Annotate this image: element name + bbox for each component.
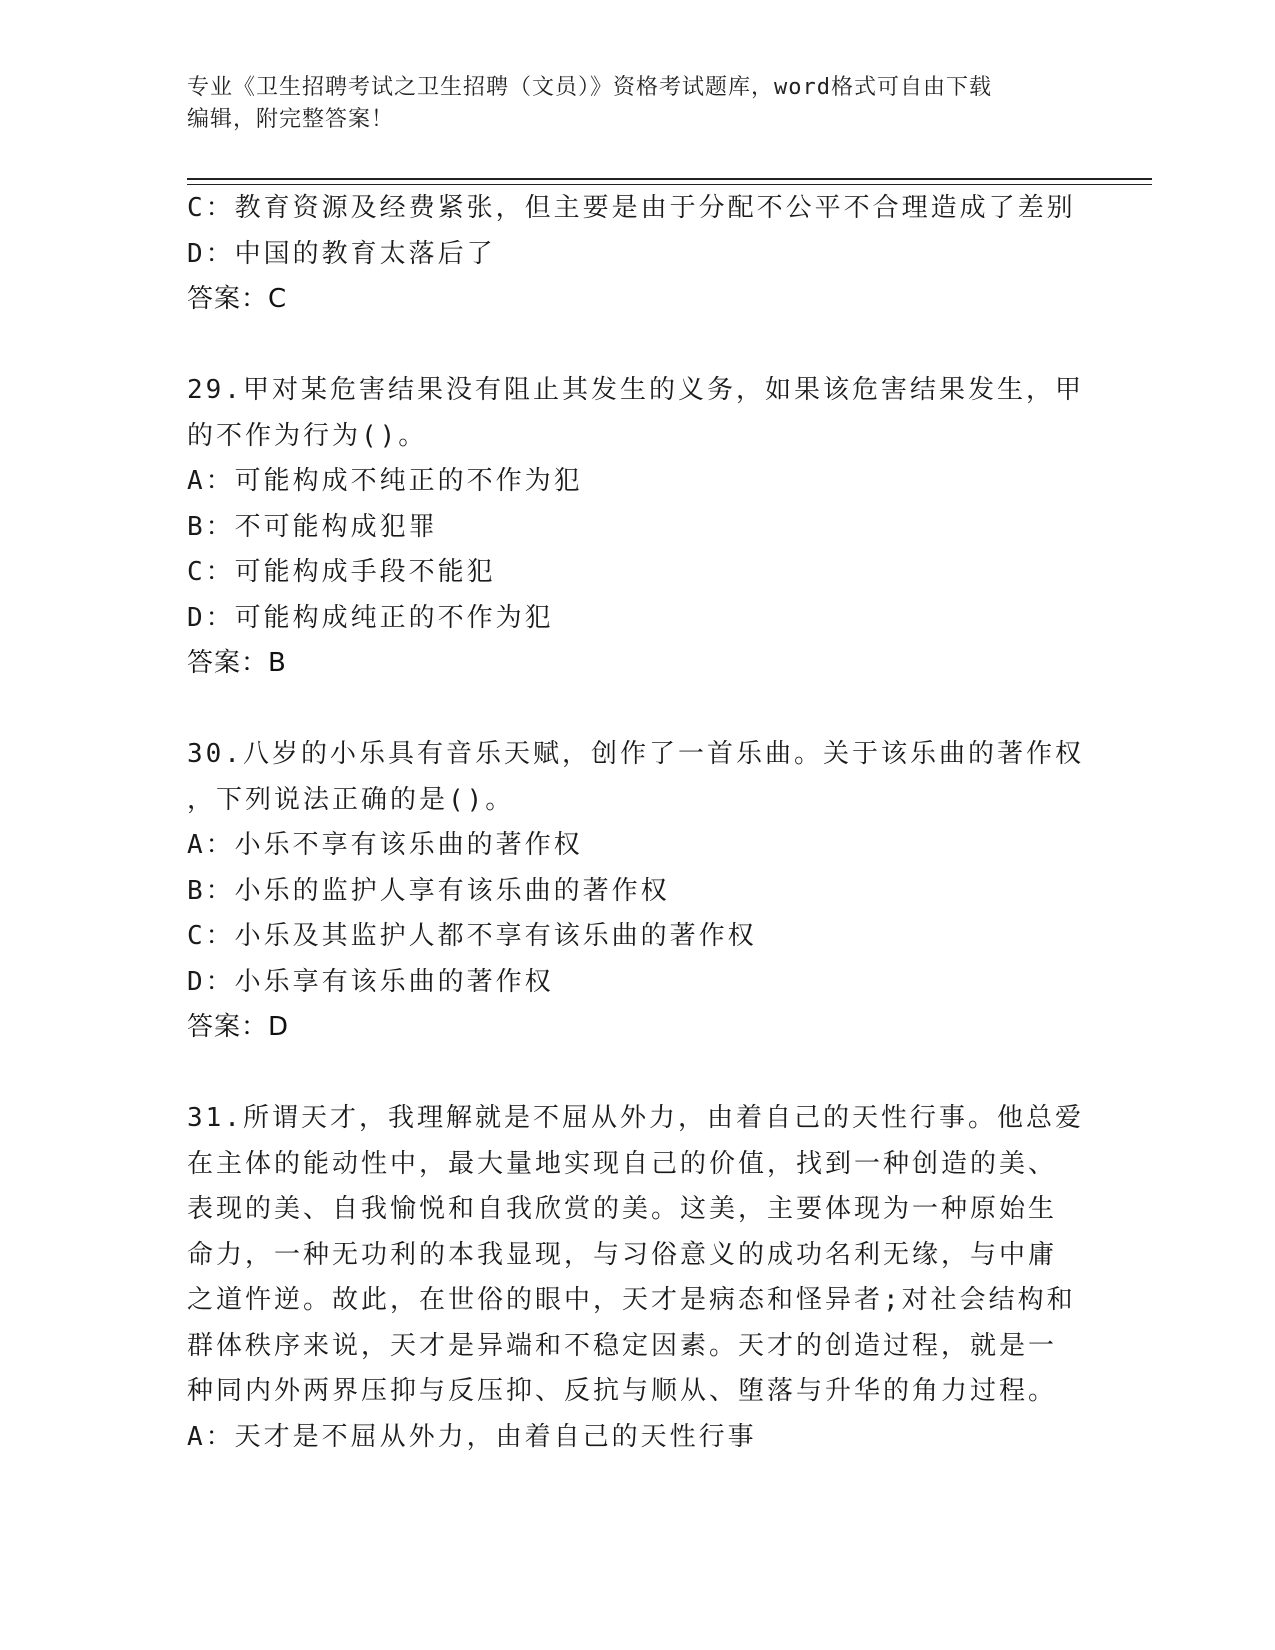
header-divider-thin: [187, 184, 1152, 185]
document-header: [187, 72, 1067, 136]
header-line-2: 编辑，附完整答案！: [187, 107, 395, 132]
option-b: B：不可能构成犯罪: [187, 511, 438, 542]
option-d: D：可能构成纯正的不作为犯: [187, 602, 554, 633]
question-stem: 在主体的能动性中，最大量地实现自己的价值，找到一种创造的美、: [187, 1148, 1058, 1179]
question-stem: 的不作为行为()。: [187, 420, 428, 451]
question-stem: ，下列说法正确的是()。: [187, 784, 515, 815]
question-28: [187, 186, 1087, 323]
question-list: [187, 186, 1087, 1460]
option-c: C：教育资源及经费紧张，但主要是由于分配不公平不合理造成了差别: [187, 193, 1076, 223]
question-31: [187, 1096, 1087, 1460]
header-line-1: 专业《卫生招聘考试之卫生招聘（文员）》资格考试题库，word格式可自由下载: [187, 75, 992, 100]
answer: 答案：D: [187, 1012, 290, 1042]
question-30: [187, 732, 1087, 1051]
question-stem: 种同内外两界压抑与反压抑、反抗与顺从、堕落与升华的角力过程。: [187, 1376, 1058, 1406]
question-stem: 表现的美、自我愉悦和自我欣赏的美。这美，主要体现为一种原始生: [187, 1194, 1058, 1224]
option-a: A：天才是不屈从外力，由着自己的天性行事: [187, 1421, 757, 1452]
question-stem: 30.八岁的小乐具有音乐天赋，创作了一首乐曲。关于该乐曲的著作权: [187, 739, 1084, 769]
question-stem: 命力，一种无功利的本我显现，与习俗意义的成功名利无缘，与中庸: [187, 1239, 1058, 1270]
option-a: A：可能构成不纯正的不作为犯: [187, 466, 583, 496]
option-d: D：小乐享有该乐曲的著作权: [187, 966, 554, 997]
answer: 答案：B: [187, 648, 287, 678]
option-d: D：中国的教育太落后了: [187, 238, 496, 269]
question-stem: 31.所谓天才，我理解就是不屈从外力，由着自己的天性行事。他总爱: [187, 1103, 1084, 1133]
option-a: A：小乐不享有该乐曲的著作权: [187, 830, 583, 860]
question-stem: 29.甲对某危害结果没有阻止其发生的义务，如果该危害结果发生，甲: [187, 375, 1084, 405]
option-c: C：小乐及其监护人都不享有该乐曲的著作权: [187, 921, 757, 951]
option-b: B：小乐的监护人享有该乐曲的著作权: [187, 875, 670, 906]
answer: 答案：C: [187, 284, 288, 314]
question-stem: 群体秩序来说，天才是异端和不稳定因素。天才的创造过程，就是一: [187, 1330, 1058, 1361]
question-stem: 之道忤逆。故此，在世俗的眼中，天才是病态和怪异者;对社会结构和: [187, 1285, 1076, 1315]
question-29: [187, 368, 1087, 687]
option-c: C：可能构成手段不能犯: [187, 557, 496, 587]
header-divider-thick: [187, 178, 1152, 180]
